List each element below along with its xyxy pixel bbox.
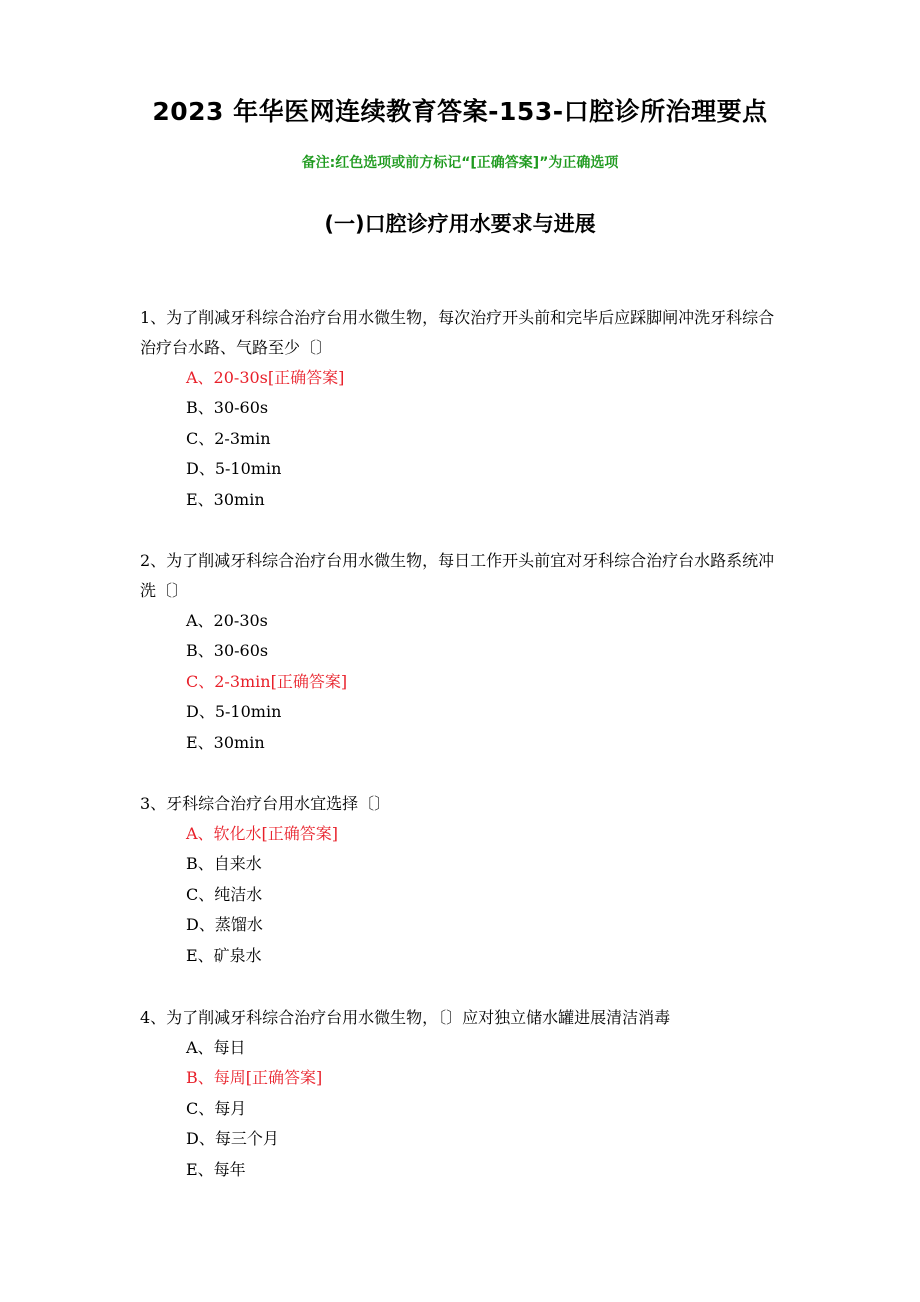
option-b: B、30-60s [186,641,269,661]
answer-note: 备注:红色选项或前方标记“[正确答案]”为正确选项 [301,155,619,171]
option-b: B、30-60s [186,398,269,418]
option-list [140,363,790,515]
option-e: E、矿泉水 [186,945,262,965]
option-e: E、每年 [186,1159,246,1179]
question-4 [140,1003,790,1185]
option-list [140,606,790,758]
question-2 [140,546,790,758]
option-b: B、自来水 [186,854,262,874]
option-b: B、每周[正确答案] [186,1068,323,1088]
option-list [140,1033,790,1185]
option-a: A、20-30s[正确答案] [186,368,345,387]
option-a: A、每日 [186,1038,246,1057]
option-e: E、30min [186,489,265,509]
question-stem: 4、为了削减牙科综合治疗台用水微生物，〔〕应对独立储水罐进展清洁消毒 [140,1008,671,1027]
option-c: C、每月 [186,1098,247,1118]
option-c: C、纯洁水 [186,884,263,904]
option-d: D、5-10min [186,702,282,722]
option-a: A、20-30s [186,611,268,630]
question-stem: 2、为了削减牙科综合治疗台用水微生物，每日工作开头前宜对牙科综合治疗台水路系统冲洗〔〕 [140,551,775,600]
option-c: C、2-3min[正确答案] [186,671,348,691]
option-d: D、蒸馏水 [186,915,263,935]
option-c: C、2-3min [186,428,271,448]
question-stem: 1、为了削减牙科综合治疗台用水微生物，每次治疗开头前和完毕后应踩脚闸冲洗牙科综合治疗台水路、气路至少〔〕 [140,308,775,357]
option-a: A、软化水[正确答案] [186,824,339,843]
question-3 [140,789,790,971]
question-stem: 3、牙科综合治疗台用水宜选择〔〕 [140,794,391,813]
option-d: D、5-10min [186,459,282,479]
question-1 [140,303,790,515]
section-title: (一)口腔诊疗用水要求与进展 [324,212,596,236]
option-list [140,819,790,971]
option-d: D、每三个月 [186,1129,279,1149]
option-e: E、30min [186,732,265,752]
document-title: 2023 年华医网连续教育答案-153-口腔诊所治理要点 [152,97,768,126]
